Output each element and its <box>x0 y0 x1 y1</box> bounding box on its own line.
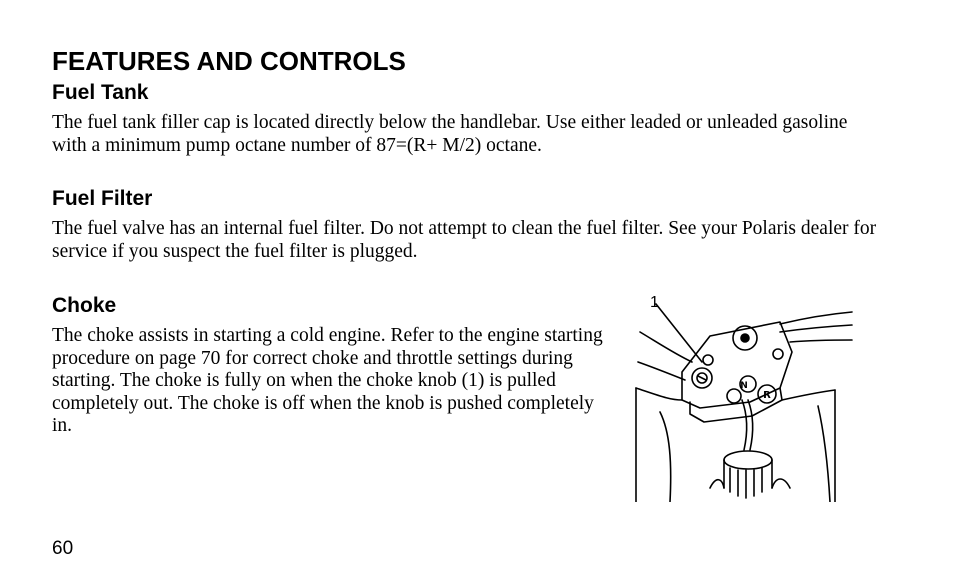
valve-label-r: R <box>763 390 771 401</box>
callout-number: 1 <box>650 294 659 311</box>
valve-label-n: N <box>740 381 748 391</box>
page-title: FEATURES AND CONTROLS <box>52 46 406 76</box>
choke-text: The choke assists in starting a cold engine. Refer to the engine starting procedure on page 70 for correct choke and throttle settings during starting. The choke is fully on when the choke knob (1) is pulled completely out. The choke is off when the knob is pushed completely in. <box>52 325 603 436</box>
choke-knob-illustration <box>630 292 860 502</box>
choke-heading: Choke <box>52 294 117 317</box>
page-number: 60 <box>52 538 74 559</box>
fuel-tank-text: The fuel tank filler cap is located directly below the handlebar. Use either leaded or unleaded gasoline with a minimum pump octane number of 87=(R+ M/2) octane. <box>52 112 848 156</box>
fuel-filter-text: The fuel valve has an internal fuel filter. Do not attempt to clean the fuel filter. See your Polaris dealer for service if you suspect the fuel filter is plugged. <box>52 218 877 262</box>
fuel-filter-heading: Fuel Filter <box>52 187 153 210</box>
fuel-tank-heading: Fuel Tank <box>52 81 149 104</box>
